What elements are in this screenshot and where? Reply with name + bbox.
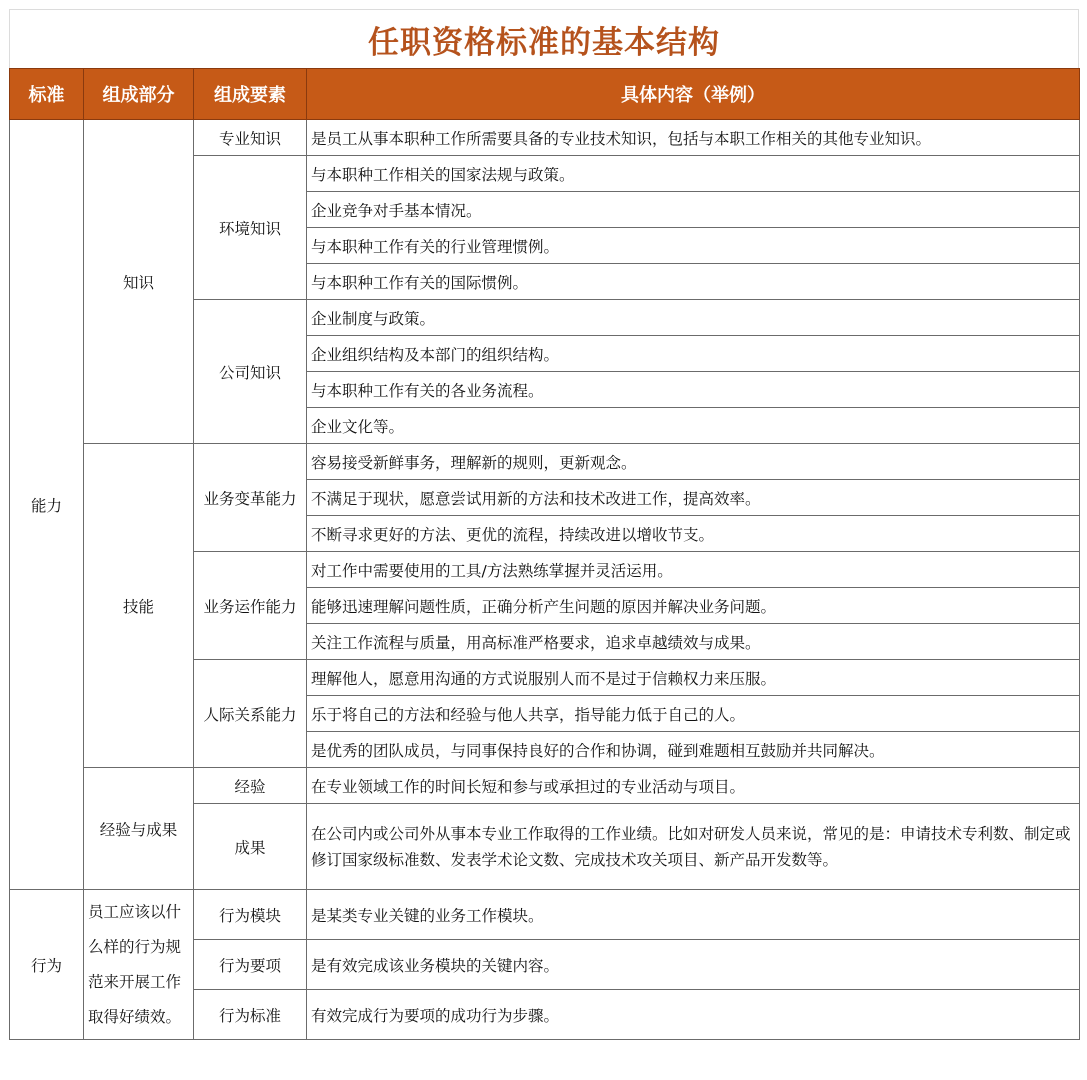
- content-cell: 在专业领域工作的时间长短和参与或承担过的专业活动与项目。: [307, 768, 1080, 804]
- content-cell: 在公司内或公司外从事本专业工作取得的工作业绩。比如对研发人员来说，常见的是：申请技术专利数、制定或修订国家级标准数、发表学术论文数、完成技术攻关项目、新产品开发数等。: [307, 804, 1080, 890]
- content-cell: 企业制度与政策。: [307, 300, 1080, 336]
- content-cell: 是某类专业关键的业务工作模块。: [307, 890, 1080, 940]
- page-title: 任职资格标准的基本结构: [9, 9, 1079, 68]
- element-experience: 经验: [194, 768, 307, 804]
- content-cell: 理解他人，愿意用沟通的方式说服别人而不是过于信赖权力来压服。: [307, 660, 1080, 696]
- content-cell: 能够迅速理解问题性质，正确分析产生问题的原因并解决业务问题。: [307, 588, 1080, 624]
- table-row: [10, 120, 1080, 156]
- content-cell: 容易接受新鲜事务，理解新的规则，更新观念。: [307, 444, 1080, 480]
- standard-ability: 能力: [10, 120, 84, 890]
- part-behavior-line: 么样的行为规: [88, 937, 182, 956]
- content-cell: 企业文化等。: [307, 408, 1080, 444]
- content-cell: 是有效完成该业务模块的关键内容。: [307, 940, 1080, 990]
- element-achievement: 成果: [194, 804, 307, 890]
- content-cell: 关注工作流程与质量，用高标准严格要求，追求卓越绩效与成果。: [307, 624, 1080, 660]
- header-content: 具体内容（举例）: [307, 69, 1080, 120]
- part-behavior: [84, 890, 194, 1040]
- part-knowledge: 知识: [84, 120, 194, 444]
- element-behavior-module: 行为模块: [194, 890, 307, 940]
- content-cell: 对工作中需要使用的工具/方法熟练掌握并灵活运用。: [307, 552, 1080, 588]
- element-business-change: 业务变革能力: [194, 444, 307, 552]
- content-cell: 与本职种工作有关的各业务流程。: [307, 372, 1080, 408]
- header-standard: 标准: [10, 69, 84, 120]
- part-skill: 技能: [84, 444, 194, 768]
- element-environment-knowledge: 环境知识: [194, 156, 307, 300]
- qualification-table: [9, 68, 1080, 1040]
- standard-behavior: 行为: [10, 890, 84, 1040]
- element-behavior-standard: 行为标准: [194, 990, 307, 1040]
- content-cell: 不断寻求更好的方法、更优的流程，持续改进以增收节支。: [307, 516, 1080, 552]
- content-cell: 与本职种工作有关的行业管理惯例。: [307, 228, 1080, 264]
- content-cell: 有效完成行为要项的成功行为步骤。: [307, 990, 1080, 1040]
- part-behavior-line: 范来开展工作: [88, 972, 182, 991]
- content-cell: 是优秀的团队成员，与同事保持良好的合作和协调，碰到难题相互鼓励并共同解决。: [307, 732, 1080, 768]
- table-row: [10, 890, 1080, 940]
- table-row: [10, 444, 1080, 480]
- part-behavior-line: 取得好绩效。: [88, 1007, 182, 1026]
- content-cell: 与本职种工作相关的国家法规与政策。: [307, 156, 1080, 192]
- header-part: 组成部分: [84, 69, 194, 120]
- content-cell: 不满足于现状，愿意尝试用新的方法和技术改进工作，提高效率。: [307, 480, 1080, 516]
- content-cell: 企业竞争对手基本情况。: [307, 192, 1080, 228]
- element-interpersonal: 人际关系能力: [194, 660, 307, 768]
- content-cell: 乐于将自己的方法和经验与他人共享，指导能力低于自己的人。: [307, 696, 1080, 732]
- element-company-knowledge: 公司知识: [194, 300, 307, 444]
- header-row: [10, 69, 1080, 120]
- content-cell: 与本职种工作有关的国际惯例。: [307, 264, 1080, 300]
- part-experience: 经验与成果: [84, 768, 194, 890]
- content-cell: 企业组织结构及本部门的组织结构。: [307, 336, 1080, 372]
- table-row: [10, 768, 1080, 804]
- element-professional-knowledge: 专业知识: [194, 120, 307, 156]
- element-behavior-item: 行为要项: [194, 940, 307, 990]
- element-business-operation: 业务运作能力: [194, 552, 307, 660]
- header-element: 组成要素: [194, 69, 307, 120]
- part-behavior-line: 员工应该以什: [88, 902, 182, 921]
- content-cell: 是员工从事本职种工作所需要具备的专业技术知识，包括与本职工作相关的其他专业知识。: [307, 120, 1080, 156]
